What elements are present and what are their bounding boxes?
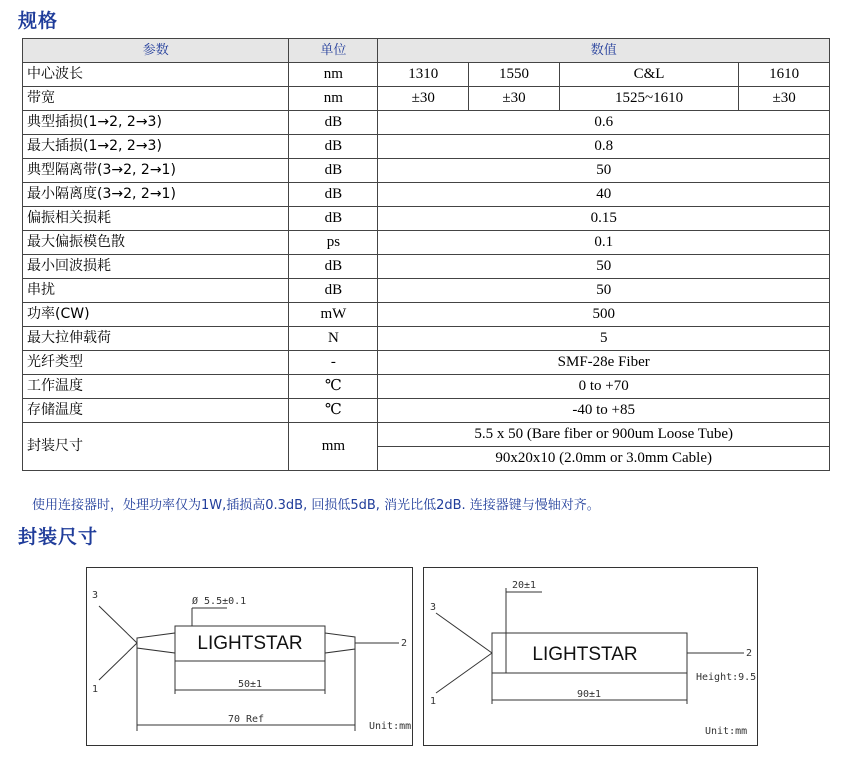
unit-cell: mm — [289, 423, 378, 471]
unit-cell: dB — [289, 159, 378, 183]
lightstar-logo: LIGHTSTAR — [197, 633, 303, 654]
length-dimension: 50±1 — [237, 679, 263, 690]
param-cell: 最小隔离度(3→2, 2→1) — [23, 183, 289, 207]
value-cell: ±30 — [378, 87, 469, 111]
value-cell: 0.8 — [378, 135, 830, 159]
table-row — [23, 327, 830, 351]
param-cell: 串扰 — [23, 279, 289, 303]
value-cell: 0 to +70 — [378, 375, 830, 399]
unit-cell: mW — [289, 303, 378, 327]
port-1-label: 1 — [430, 696, 437, 707]
table-row — [23, 135, 830, 159]
unit-cell: dB — [289, 135, 378, 159]
unit-cell: - — [289, 351, 378, 375]
param-cell: 中心波长 — [23, 63, 289, 87]
table-row — [23, 87, 830, 111]
value-cell: 0.1 — [378, 231, 830, 255]
value-cell: C&L — [559, 63, 738, 87]
unit-cell: ps — [289, 231, 378, 255]
port-2-label: 2 — [401, 638, 408, 649]
param-cell: 带宽 — [23, 87, 289, 111]
value-cell: 500 — [378, 303, 830, 327]
value-cell: 1550 — [469, 63, 560, 87]
table-header-row — [23, 39, 830, 63]
param-cell: 最大偏振模色散 — [23, 231, 289, 255]
value-cell: 40 — [378, 183, 830, 207]
table-row — [23, 351, 830, 375]
value-cell: -40 to +85 — [378, 399, 830, 423]
param-cell: 功率(CW) — [23, 303, 289, 327]
lightstar-logo: LIGHTSTAR — [532, 644, 638, 665]
table-row — [23, 375, 830, 399]
unit-label: Unit:mm — [705, 726, 748, 737]
param-cell: 光纤类型 — [23, 351, 289, 375]
header-value: 数值 — [378, 39, 830, 63]
length-dimension: 90±1 — [576, 689, 602, 700]
value-cell: SMF-28e Fiber — [378, 351, 830, 375]
table-row — [23, 159, 830, 183]
param-cell: 最大插损(1→2, 2→3) — [23, 135, 289, 159]
unit-label: Unit:mm — [369, 721, 412, 732]
box-package-drawing — [423, 567, 758, 746]
unit-cell: ℃ — [289, 399, 378, 423]
unit-cell: dB — [289, 207, 378, 231]
unit-cell: N — [289, 327, 378, 351]
port-1-label: 1 — [92, 684, 99, 695]
param-cell: 存储温度 — [23, 399, 289, 423]
height-label: Height:9.5 — [696, 672, 757, 683]
value-cell: 50 — [378, 279, 830, 303]
param-cell: 最小回波损耗 — [23, 255, 289, 279]
dimensions-heading: 封装尺寸 — [18, 526, 99, 548]
unit-cell: nm — [289, 63, 378, 87]
value-cell: 0.15 — [378, 207, 830, 231]
param-cell: 封装尺寸 — [23, 423, 289, 471]
table-row — [23, 303, 830, 327]
table-row — [23, 111, 830, 135]
value-cell: 90x20x10 (2.0mm or 3.0mm Cable) — [378, 447, 830, 471]
width-dimension: 20±1 — [512, 580, 537, 591]
value-cell: ±30 — [739, 87, 830, 111]
table-row — [23, 207, 830, 231]
table-row — [23, 279, 830, 303]
value-cell: 1310 — [378, 63, 469, 87]
diameter-dimension: Ø 5.5±0.1 — [192, 596, 247, 607]
tube-package-drawing — [86, 567, 413, 746]
usage-note: 使用连接器时，处理功率仅为1W,插损高0.3dB, 回损低5dB, 消光比低2dB. 连接器键与慢轴对齐。 — [32, 498, 600, 513]
value-cell: 5 — [378, 327, 830, 351]
table-row — [23, 183, 830, 207]
param-cell: 最大拉伸载荷 — [23, 327, 289, 351]
reference-dimension: 70 Ref — [227, 714, 265, 725]
table-row — [23, 423, 830, 447]
param-cell: 偏振相关损耗 — [23, 207, 289, 231]
value-cell: ±30 — [469, 87, 560, 111]
spec-table — [22, 38, 830, 471]
header-unit: 单位 — [289, 39, 378, 63]
value-cell: 0.6 — [378, 111, 830, 135]
table-row — [23, 255, 830, 279]
unit-cell: nm — [289, 87, 378, 111]
table-row — [23, 63, 830, 87]
value-cell: 50 — [378, 159, 830, 183]
value-cell: 5.5 x 50 (Bare fiber or 900um Loose Tube) — [378, 423, 830, 447]
unit-cell: dB — [289, 111, 378, 135]
table-row — [23, 231, 830, 255]
param-cell: 典型隔离带(3→2, 2→1) — [23, 159, 289, 183]
value-cell: 1610 — [739, 63, 830, 87]
port-3-label: 3 — [92, 590, 99, 601]
table-row — [23, 399, 830, 423]
header-param: 参数 — [23, 39, 289, 63]
port-3-label: 3 — [430, 602, 437, 613]
value-cell: 1525~1610 — [559, 87, 738, 111]
unit-cell: ℃ — [289, 375, 378, 399]
param-cell: 工作温度 — [23, 375, 289, 399]
value-cell: 50 — [378, 255, 830, 279]
spec-heading: 规格 — [18, 10, 59, 32]
unit-cell: dB — [289, 255, 378, 279]
port-2-label: 2 — [746, 648, 753, 659]
unit-cell: dB — [289, 183, 378, 207]
param-cell: 典型插损(1→2, 2→3) — [23, 111, 289, 135]
unit-cell: dB — [289, 279, 378, 303]
